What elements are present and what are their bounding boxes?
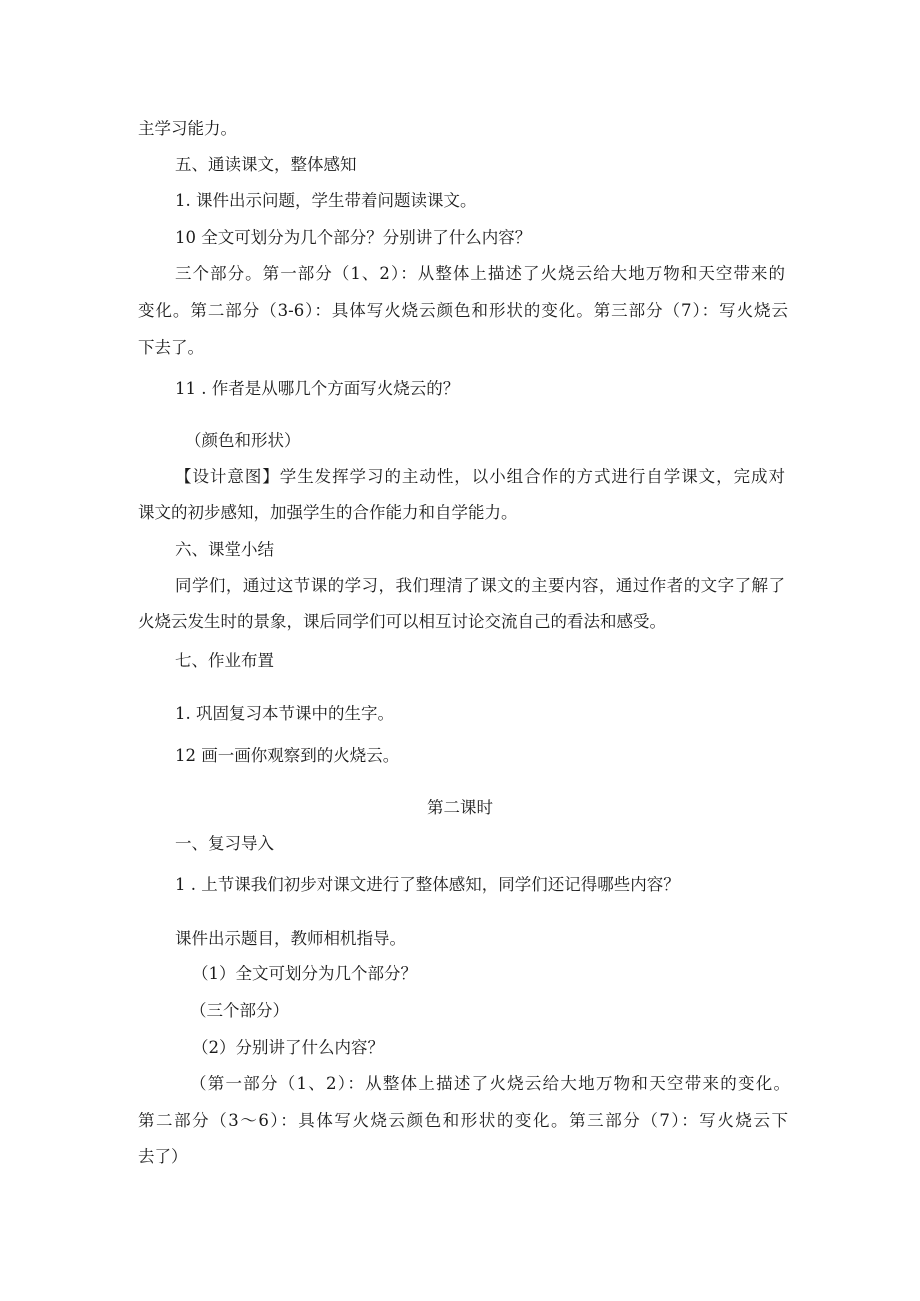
paragraph-line: 第二部分（3～6）：具体写火烧云颜色和形状的变化。第三部分（7）：写火烧云下 [138,1111,788,1130]
section-heading: 五、通读课文，整体感知 [175,155,357,174]
design-intent-line: 【设计意图】学生发挥学习的主动性，以小组合作的方式进行自学课文，完成对 [175,467,785,486]
paragraph-line: 课件出示题目，教师相机指导。 [175,929,406,948]
paragraph-line: 课文的初步感知，加强学生的合作能力和自学能力。 [138,503,518,522]
paragraph-line: 主学习能力。 [138,119,237,138]
paragraph-line: 同学们，通过这节课的学习，我们理清了课文的主要内容，通过作者的文字了解了 [175,576,785,595]
paragraph-line: （1）全文可划分为几个部分？ [192,964,417,983]
paragraph-line: 10 全文可划分为几个部分？分别讲了什么内容？ [175,228,532,247]
paragraph-line: 12 画一画你观察到的火烧云。 [175,746,400,765]
paragraph-line: （第一部分（1、2）：从整体上描述了火烧云给大地万物和天空带来的变化。 [190,1074,790,1093]
paragraph-line: 火烧云发生时的景象，课后同学们可以相互讨论交流自己的看法和感受。 [138,612,666,631]
paragraph-line: （三个部分） [190,1001,289,1020]
paragraph-line: （2）分别讲了什么内容？ [192,1038,384,1057]
section-heading: 六、课堂小结 [175,540,274,559]
paragraph-line: 11 . 作者是从哪几个方面写火烧云的？ [175,379,460,398]
paragraph-line: 变化。第二部分（3-6）：具体写火烧云颜色和形状的变化。第三部分（7）：写火烧云 [138,301,788,320]
paragraph-line: 1. 课件出示问题，学生带着问题读课文。 [175,191,477,210]
paragraph-line: 1 . 上节课我们初步对课文进行了整体感知，同学们还记得哪些内容？ [175,875,680,894]
section-heading: 七、作业布置 [175,651,274,670]
paragraph-line: （颜色和形状） [185,431,301,450]
paragraph-line: 去了） [138,1147,188,1166]
paragraph-line: 三个部分。第一部分（1、2）：从整体上描述了火烧云给大地万物和天空带来的 [175,264,785,283]
lesson-title: 第二课时 [427,798,493,817]
paragraph-line: 1. 巩固复习本节课中的生字。 [175,704,394,723]
section-heading: 一、复习导入 [175,834,274,853]
paragraph-line: 下去了。 [138,338,204,357]
